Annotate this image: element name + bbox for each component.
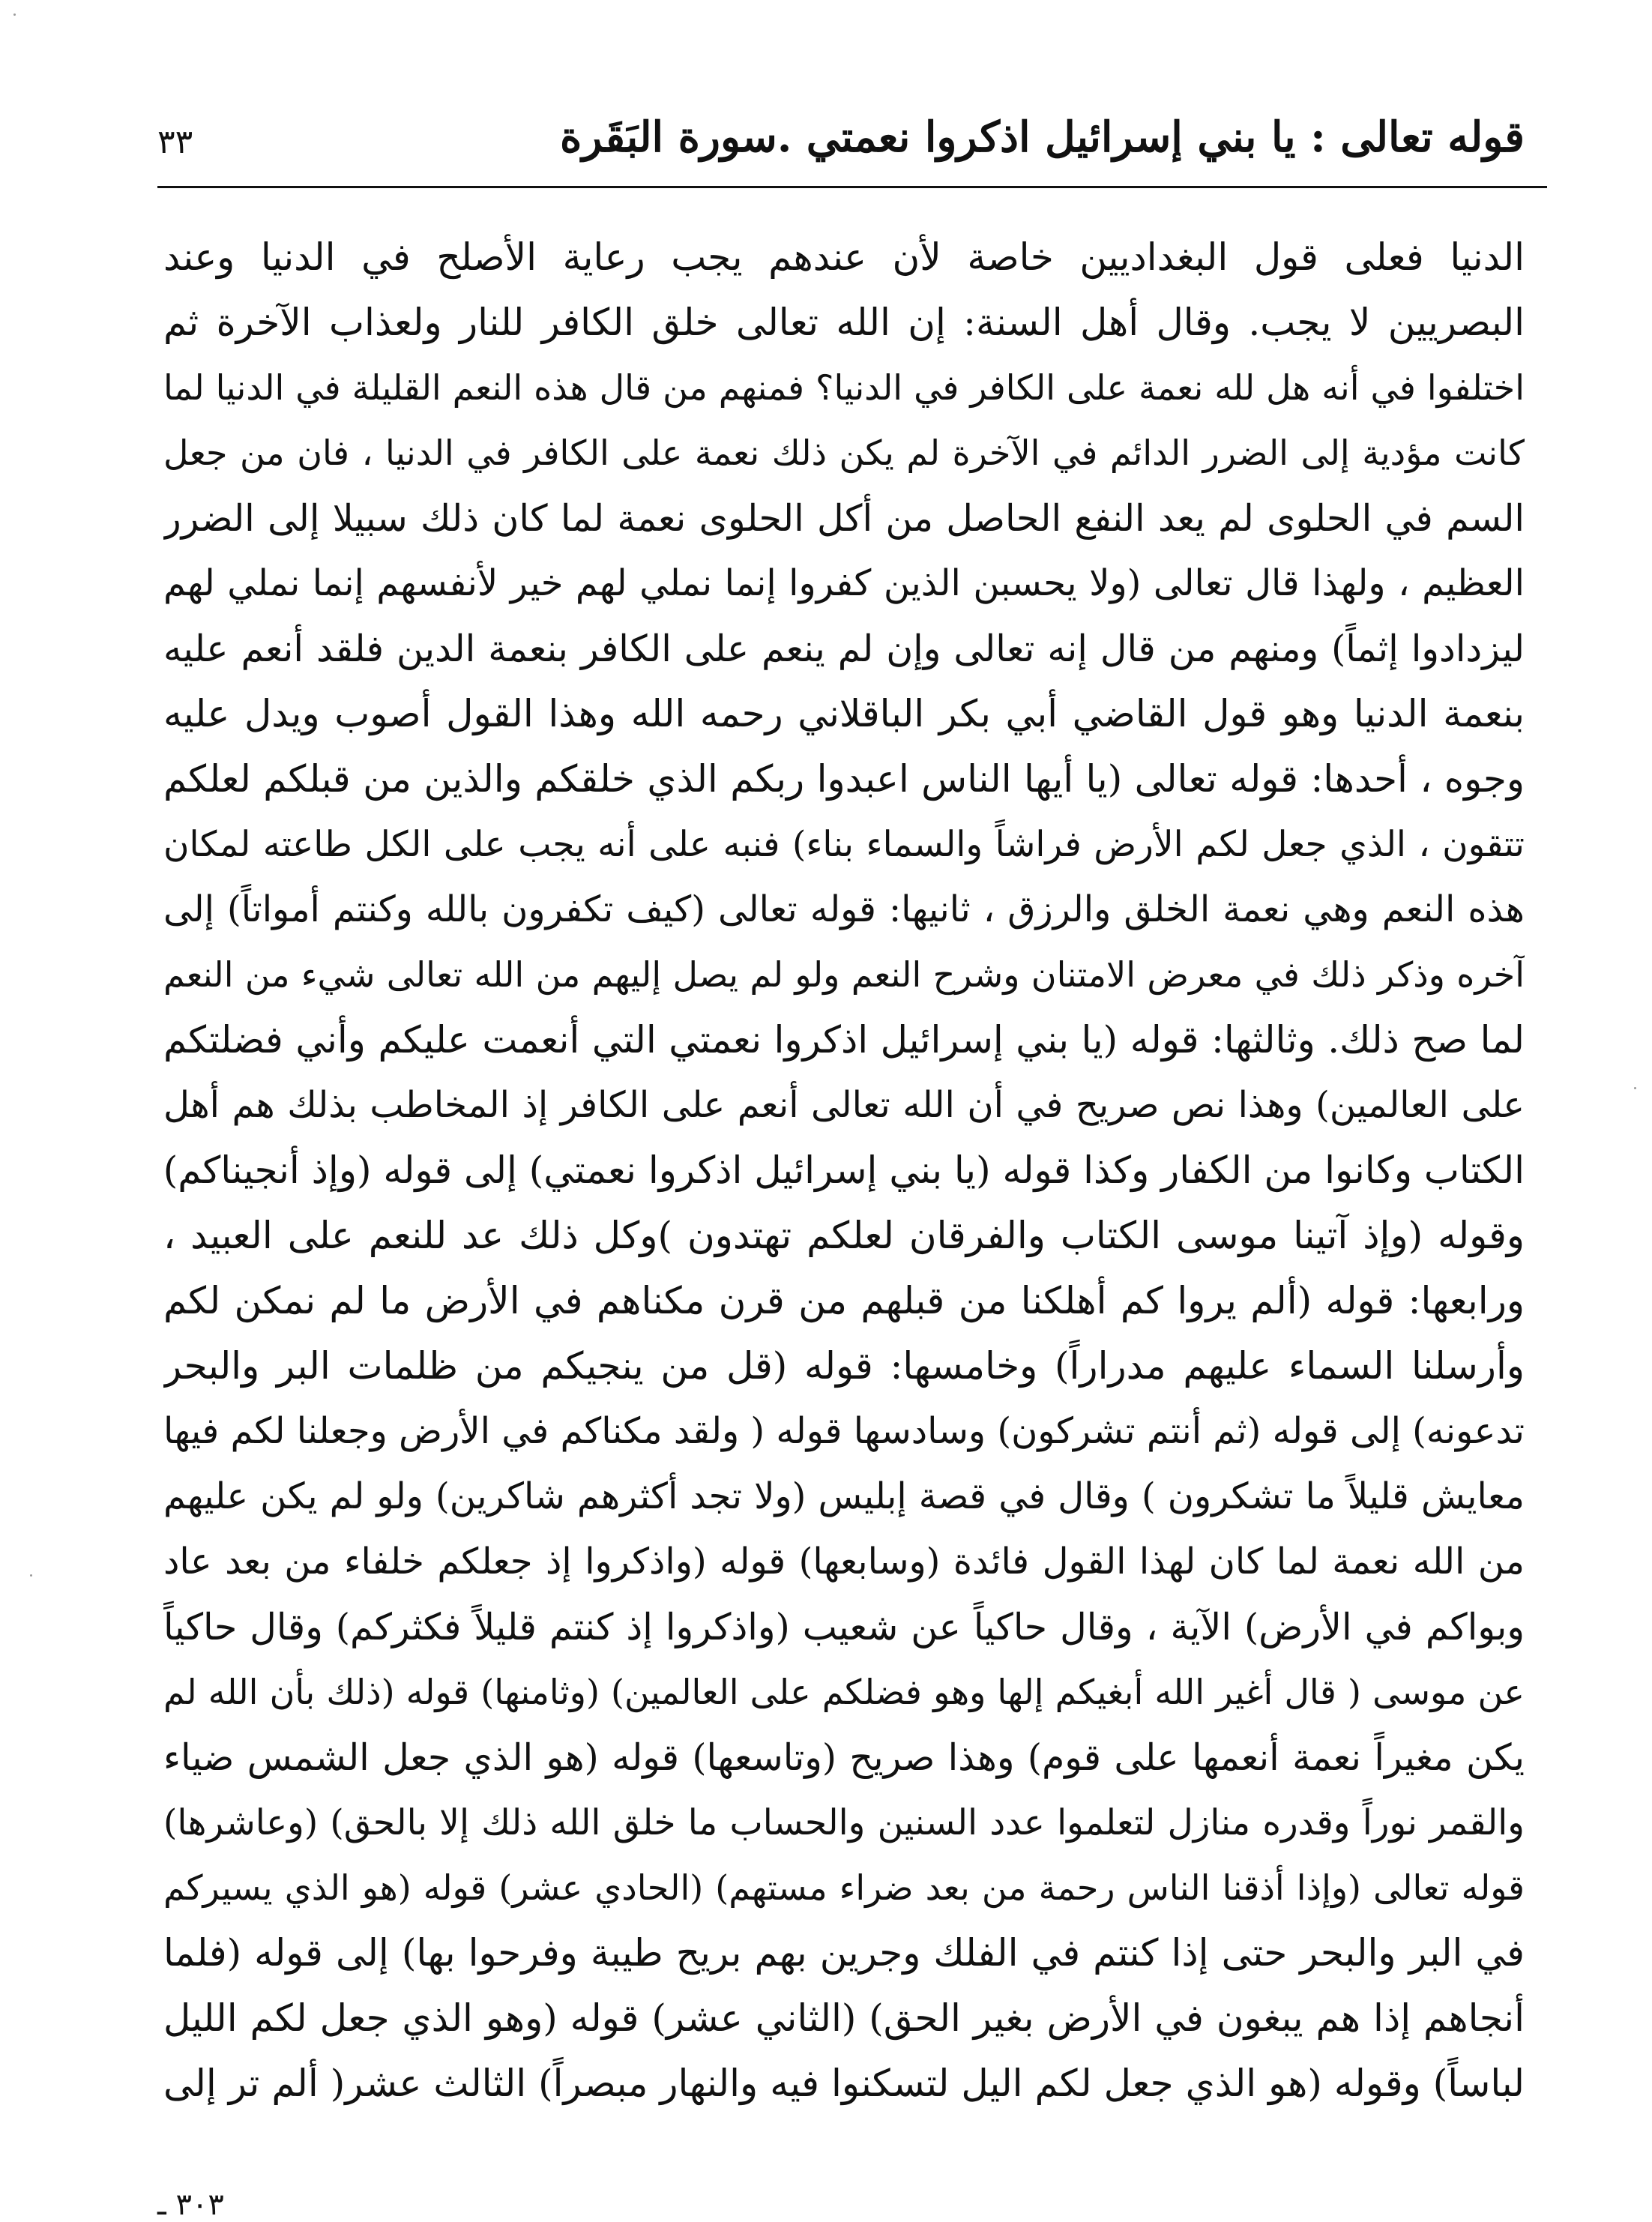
- text-line: وقوله (وإذ آتينا موسى الكتاب والفرقان لعلكم تهتدون )وكل ذلك عد للنعم على العبيد ،: [163, 1214, 1525, 1257]
- text-line: هذه النعم وهي نعمة الخلق والرزق ، ثانيها: قوله تعالى (كيف تكفرون بالله وكنتم أمواتاً) إلى: [163, 888, 1525, 930]
- text-line: ليزدادوا إثماً) ومنهم من قال إنه تعالى وإن لم ينعم على الكافر بنعمة الدين فلقد أنعم عليه: [163, 627, 1525, 670]
- text-line: الدنيا فعلى قول البغداديين خاصة لأن عندهم يجب رعاية الأصلح في الدنيا وعند: [163, 235, 1525, 279]
- text-line: كانت مؤدية إلى الضرر الدائم في الآخرة لم يكن ذلك نعمة على الكافر في الدنيا ، فان من جعل: [163, 433, 1525, 473]
- text-line: البصريين لا يجب. وقال أهل السنة: إن الله تعالى خلق الكافر للنار ولعذاب الآخرة ثم: [163, 301, 1525, 344]
- text-line: لما صح ذلك. وثالثها: قوله (يا بني إسرائيل اذكروا نعمتي التي أنعمت عليكم وأني فضلتكم: [163, 1018, 1525, 1062]
- text-line: معايش قليلاً ما تشكرون ) وقال في قصة إبليس (ولا تجد أكثرهم شاكرين) ولو لم يكن عليهم: [163, 1475, 1525, 1517]
- text-line: تدعونه) إلى قوله (ثم أنتم تشركون) وسادسها قوله ( ولقد مكناكم في الأرض وجعلنا لكم فيها: [163, 1410, 1525, 1452]
- scan-speck: [1634, 1087, 1636, 1089]
- text-line: آخره وذكر ذلك في معرض الامتنان وشرح النعم ولو لم يصل إليهم من الله تعالى شيء من النعم: [163, 954, 1525, 995]
- text-line: من الله نعمة لما كان لهذا القول فائدة (وسابعها) قوله (واذكروا إذ جعلكم خلفاء من بعد عاد: [163, 1541, 1525, 1583]
- text-line: والقمر نوراً وقدره منازل لتعلموا عدد السنين والحساب ما خلق الله ذلك إلا بالحق) (وعاشرها): [163, 1802, 1525, 1843]
- text-line: وبواكم في الأرض) الآية ، وقال حاكياً عن شعيب (واذكروا إذ كنتم قليلاً فكثركم) وقال حاكياً: [163, 1606, 1525, 1649]
- text-line: أنجاهم إذا هم يبغون في الأرض بغير الحق) (الثاني عشر) قوله (وهو الذي جعل لكم الليل: [163, 1996, 1525, 2040]
- text-line: الكتاب وكانوا من الكفار وكذا قوله (يا بني إسرائيل اذكروا نعمتي) إلى قوله (وإذ أنجيناكم): [163, 1148, 1525, 1192]
- footer-mark: ٣٠٣ ـ: [157, 2188, 224, 2222]
- header-divider: [157, 186, 1547, 188]
- text-line: اختلفوا في أنه هل لله نعمة على الكافر في الدنيا؟ فمنهم من قال هذه النعم القليلة في الدنيا لما: [163, 367, 1525, 408]
- text-line: على العالمين) وهذا نص صريح في أن الله تعالى أنعم على الكافر إذ المخاطب بذلك هم أهل: [163, 1084, 1525, 1126]
- text-line: يكن مغيراً نعمة أنعمها على قوم) وهذا صريح (وتاسعها) قوله (هو الذي جعل الشمس ضياء: [163, 1736, 1525, 1779]
- scan-speck: [30, 1574, 32, 1577]
- text-line: عن موسى ( قال أغير الله أبغيكم إلها وهو فضلكم على العالمين) (وثامنها) قوله (ذلك بأن الله لم: [163, 1672, 1525, 1712]
- text-line: وجوه ، أحدها: قوله تعالى (يا أيها الناس اعبدوا ربكم الذي خلقكم والذين من قبلكم لعلكم: [163, 757, 1525, 801]
- scan-speck: [13, 13, 16, 16]
- body-text: [163, 225, 1525, 2116]
- text-line: قوله تعالى (وإذا أذقنا الناس رحمة من بعد ضراء مستهم) (الحادي عشر) قوله (هو الذي يسيركم: [163, 1867, 1525, 1908]
- text-line: بنعمة الدنيا وهو قول القاضي أبي بكر الباقلاني رحمه الله وهذا القول أصوب ويدل عليه: [163, 692, 1525, 735]
- text-line: السم في الحلوى لم يعد النفع الحاصل من أكل الحلوى نعمة لما كان ذلك سبيلا إلى الضرر: [163, 497, 1525, 540]
- header-title: قوله تعالى : يا بني إسرائيل اذكروا نعمتي .سورة البَقَرة: [560, 112, 1525, 162]
- running-header: [157, 90, 1525, 187]
- text-line: في البر والبحر حتى إذا كنتم في الفلك وجرين بهم بريح طيبة وفرحوا بها) إلى قوله (فلما: [163, 1931, 1525, 1975]
- text-line: العظيم ، ولهذا قال تعالى (ولا يحسبن الذين كفروا إنما نملي لهم خير لأنفسهم إنما نملي لهم: [163, 562, 1525, 604]
- text-line: لباساً) وقوله (هو الذي جعل لكم اليل لتسكنوا فيه والنهار مبصراً) الثالث عشر( ألم تر إلى: [163, 2062, 1525, 2105]
- text-line: ورابعها: قوله (ألم يروا كم أهلكنا من قبلهم من قرن مكناهم في الأرض ما لم نمكن لكم: [163, 1279, 1525, 1322]
- text-line: تتقون ، الذي جعل لكم الأرض فراشاً والسماء بناء) فنبه على أنه يجب على الكل طاعته لمكان: [163, 824, 1525, 865]
- text-line: وأرسلنا السماء عليهم مدراراً) وخامسها: قوله (قل من ينجيكم من ظلمات البر والبحر: [163, 1344, 1525, 1388]
- page-number: ٣٣: [157, 123, 193, 161]
